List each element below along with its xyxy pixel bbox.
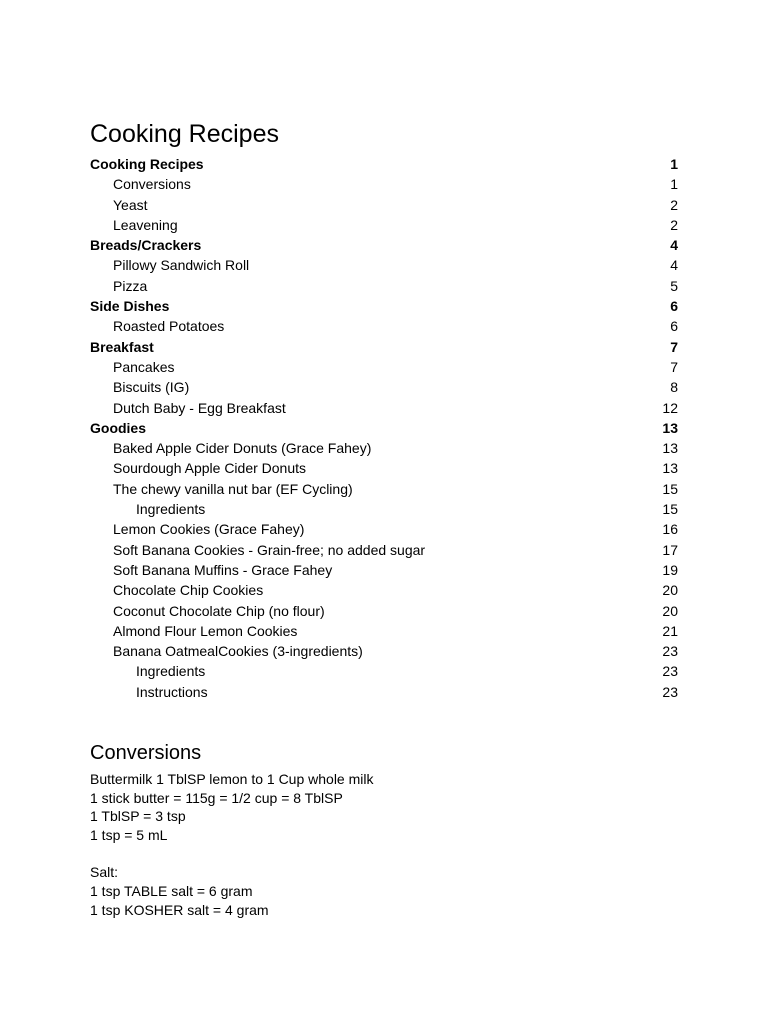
- toc-entry-page-number: 20: [662, 602, 678, 619]
- conversion-line: Salt:: [90, 864, 119, 881]
- toc-entry-page-number: 1: [670, 176, 678, 193]
- toc-entry[interactable]: [90, 337, 678, 357]
- toc-entry[interactable]: [90, 377, 678, 397]
- toc-entry[interactable]: [90, 255, 678, 275]
- toc-entry[interactable]: [90, 418, 678, 438]
- toc-entry-label: Pillowy Sandwich Roll: [113, 257, 250, 274]
- toc-entry[interactable]: [90, 580, 678, 600]
- toc-entry-label: Leavening: [113, 216, 178, 233]
- blank-line: [90, 845, 678, 864]
- toc-entry-page-number: 15: [662, 501, 678, 518]
- toc-entry-page-number: 19: [662, 561, 678, 578]
- toc-entry-label: Cooking Recipes: [90, 156, 204, 172]
- conversion-line: 1 tsp TABLE salt = 6 gram: [90, 883, 253, 900]
- toc-entry-page-number: 2: [670, 196, 678, 213]
- toc-entry-page-number: 23: [662, 663, 678, 680]
- toc-entry-label: Pizza: [113, 277, 148, 294]
- toc-entry-page-number: 13: [662, 440, 678, 457]
- toc-entry[interactable]: [90, 296, 678, 316]
- toc-entry-label: Conversions: [113, 176, 191, 193]
- toc-entry-page-number: 7: [670, 338, 678, 355]
- toc-entry-label: Side Dishes: [90, 298, 170, 315]
- toc-entry-label: Banana OatmealCookies (3-ingredients): [113, 643, 363, 660]
- toc-entry[interactable]: [90, 438, 678, 458]
- toc-entry-label: Breakfast: [90, 338, 154, 355]
- toc-entry[interactable]: [90, 195, 678, 215]
- toc-entry-label: Soft Banana Muffins - Grace Fahey: [113, 561, 333, 578]
- toc-entry-page-number: 23: [662, 683, 678, 700]
- toc-entry-label: The chewy vanilla nut bar (EF Cycling): [113, 480, 353, 497]
- toc-entry-page-number: 17: [662, 541, 678, 558]
- toc-entry[interactable]: [90, 519, 678, 539]
- toc-entry-page-number: 4: [670, 257, 678, 274]
- toc-entry-label: Biscuits (IG): [113, 379, 190, 396]
- toc-entry-page-number: 1: [670, 156, 678, 172]
- section-heading-conversions: Conversions: [90, 742, 202, 764]
- toc-entry[interactable]: [90, 560, 678, 580]
- conversion-line: 1 tsp = 5 mL: [90, 827, 168, 844]
- toc-entry-label: Roasted Potatoes: [113, 318, 225, 335]
- toc-entry[interactable]: [90, 235, 678, 255]
- toc-entry-label: Sourdough Apple Cider Donuts: [113, 460, 307, 477]
- toc-entry[interactable]: [90, 601, 678, 621]
- toc-entry-page-number: 23: [662, 643, 678, 660]
- toc-entry-label: Coconut Chocolate Chip (no flour): [113, 602, 325, 619]
- toc-entry[interactable]: [90, 458, 678, 478]
- toc-entry[interactable]: [90, 540, 678, 560]
- toc-entry[interactable]: [90, 661, 678, 681]
- toc-entry-label: Soft Banana Cookies - Grain-free; no added sugar: [113, 541, 426, 558]
- toc-entry-page-number: 6: [670, 318, 678, 335]
- toc-entry-label: Ingredients: [136, 663, 206, 680]
- toc-entry-page-number: 13: [662, 419, 678, 436]
- toc-entry[interactable]: [90, 154, 678, 174]
- conversion-line: 1 stick butter = 115g = 1/2 cup = 8 TblSP: [90, 789, 343, 806]
- toc-entry[interactable]: [90, 398, 678, 418]
- toc-entry-label: Chocolate Chip Cookies: [113, 582, 264, 599]
- toc-entry[interactable]: [90, 357, 678, 377]
- toc-entry-page-number: 4: [670, 237, 678, 254]
- toc-entry-label: Baked Apple Cider Donuts (Grace Fahey): [113, 440, 372, 457]
- conversion-line: 1 tsp KOSHER salt = 4 gram: [90, 901, 269, 918]
- table-of-contents: [90, 154, 678, 702]
- toc-entry-label: Yeast: [113, 196, 148, 213]
- document-title: Cooking Recipes: [90, 120, 279, 148]
- toc-entry-page-number: 2: [670, 216, 678, 233]
- toc-entry[interactable]: [90, 621, 678, 641]
- toc-entry[interactable]: [90, 215, 678, 235]
- toc-entry-label: Lemon Cookies (Grace Fahey): [113, 521, 305, 538]
- toc-entry[interactable]: [90, 641, 678, 661]
- toc-entry-page-number: 6: [670, 298, 678, 315]
- toc-entry-label: Breads/Crackers: [90, 237, 202, 254]
- toc-entry-label: Goodies: [90, 419, 147, 436]
- toc-entry-label: Instructions: [136, 683, 208, 700]
- toc-entry[interactable]: [90, 174, 678, 194]
- conversions-body: [90, 770, 678, 920]
- toc-entry-page-number: 7: [670, 358, 678, 375]
- toc-entry[interactable]: [90, 479, 678, 499]
- toc-entry-page-number: 12: [662, 399, 678, 416]
- toc-entry-page-number: 13: [662, 460, 678, 477]
- toc-entry-page-number: 16: [662, 521, 678, 538]
- toc-entry-label: Pancakes: [113, 358, 175, 375]
- toc-entry[interactable]: [90, 682, 678, 702]
- toc-entry[interactable]: [90, 276, 678, 296]
- conversion-line: 1 TblSP = 3 tsp: [90, 808, 186, 825]
- toc-entry-label: Dutch Baby - Egg Breakfast: [113, 399, 286, 416]
- toc-entry[interactable]: [90, 316, 678, 336]
- toc-entry-page-number: 20: [662, 582, 678, 599]
- toc-entry-page-number: 21: [662, 622, 678, 639]
- toc-entry[interactable]: [90, 499, 678, 519]
- toc-entry-page-number: 5: [670, 277, 678, 294]
- toc-entry-page-number: 15: [662, 480, 678, 497]
- toc-entry-label: Ingredients: [136, 501, 206, 518]
- toc-entry-label: Almond Flour Lemon Cookies: [113, 622, 298, 639]
- toc-entry-page-number: 8: [670, 379, 678, 396]
- conversion-line: Buttermilk 1 TblSP lemon to 1 Cup whole milk: [90, 771, 374, 787]
